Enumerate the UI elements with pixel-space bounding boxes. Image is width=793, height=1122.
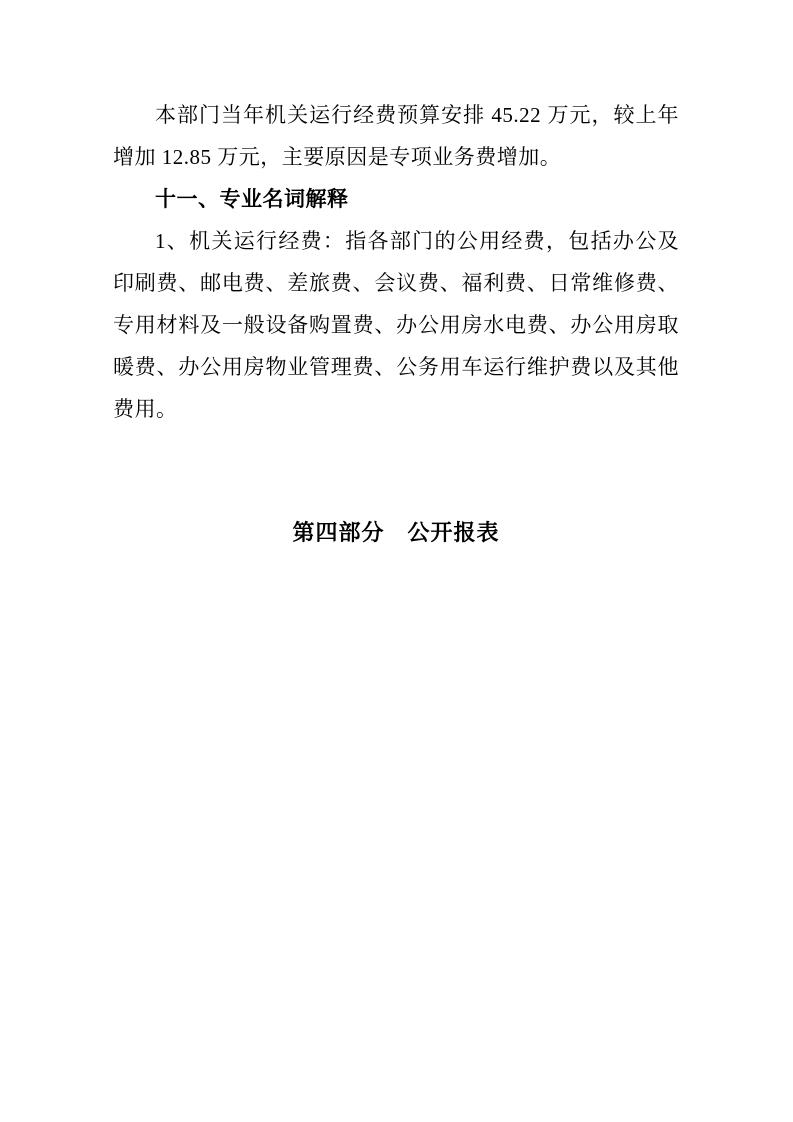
section-heading-glossary: 十一、专业名词解释 bbox=[155, 187, 349, 211]
document-body bbox=[113, 94, 679, 554]
paragraph-operating-funds: 本部门当年机关运行经费预算安排 45.22 万元，较上年增加 12.85 万元，主要原因是专项业务费增加。 bbox=[113, 103, 679, 169]
paragraph-term-definition: 1、机关运行经费：指各部门的公用经费，包括办公及印刷费、邮电费、差旅费、会议费、福利费、日常维修费、专用材料及一般设备购置费、办公用房水电费、办公用房取暖费、办公用房物业管理费、公务用车运行维护费以及其他费用。 bbox=[113, 229, 679, 421]
part-heading-public-tables: 第四部分 公开报表 bbox=[292, 520, 500, 545]
